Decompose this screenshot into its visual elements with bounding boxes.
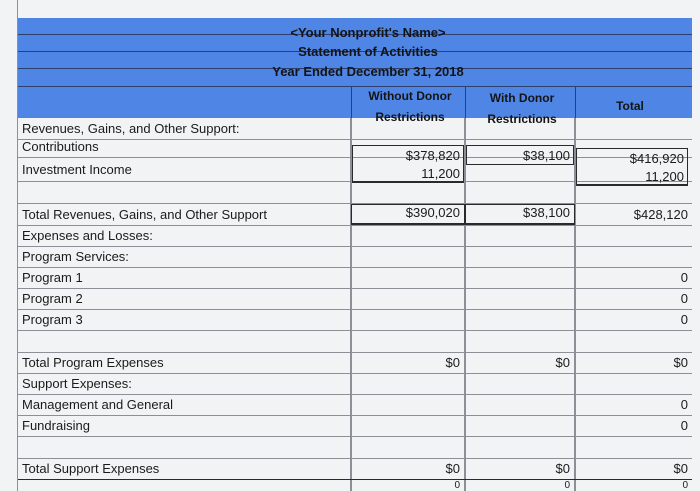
row-total-program <box>18 353 692 374</box>
contrib-with: $38,100 <box>523 148 570 163</box>
contrib-without: $378,820 <box>405 148 460 163</box>
row-blank-3 <box>18 437 692 459</box>
col-header-total: Total <box>616 99 644 113</box>
total-rev-without: $390,020 <box>351 204 465 225</box>
col-header-without: Without Donor Restrictions <box>368 89 452 124</box>
row-cutoff <box>18 480 692 491</box>
without-values-box <box>352 145 464 183</box>
label: Revenues, Gains, and Other Support: <box>18 118 351 139</box>
row-program3 <box>18 310 692 331</box>
row-total-support <box>18 459 692 480</box>
program3-total: 0 <box>680 312 688 327</box>
total-program-total: $0 <box>673 355 688 370</box>
row-fundraising <box>18 416 692 437</box>
label: Program 3 <box>18 310 351 330</box>
total-values-box <box>576 148 688 186</box>
total-support-total: $0 <box>673 461 688 476</box>
row-blank-2 <box>18 331 692 353</box>
row-expenses-header <box>18 226 692 247</box>
label: Program Services: <box>18 247 351 267</box>
program1-total: 0 <box>680 270 688 285</box>
row-program2 <box>18 289 692 310</box>
fundraising-total: 0 <box>680 418 688 433</box>
label: Support Expenses: <box>18 374 351 394</box>
label: Program 2 <box>18 289 351 309</box>
total-program-with: $0 <box>465 353 575 373</box>
row-revenues-header <box>18 118 692 140</box>
contrib-total: $416,920 <box>629 151 684 166</box>
row-mgmt <box>18 395 692 416</box>
row-program1 <box>18 268 692 289</box>
label: Program 1 <box>18 268 351 288</box>
label: Fundraising <box>18 416 351 436</box>
row-total-revenues <box>18 204 692 226</box>
row-blank-1 <box>18 182 692 204</box>
with-values-box <box>466 145 574 165</box>
label: Total Support Expenses <box>18 459 351 479</box>
cutoff-without: 0 <box>351 480 465 491</box>
cutoff-with: 0 <box>465 480 575 491</box>
total-support-with: $0 <box>465 459 575 479</box>
label: Contributions <box>18 140 351 157</box>
label: Total Program Expenses <box>18 353 351 373</box>
row-program-services <box>18 247 692 268</box>
total-rev-with: $38,100 <box>465 204 575 225</box>
invest-without: 11,200 <box>421 166 460 181</box>
label: Investment Income <box>18 158 351 181</box>
total-rev-total: $428,120 <box>633 207 688 222</box>
cutoff-total: 0 <box>682 480 688 491</box>
row-support-expenses <box>18 374 692 395</box>
total-support-without: $0 <box>351 459 465 479</box>
statement-title: Statement of Activities <box>298 44 438 59</box>
label: Management and General <box>18 395 351 415</box>
col-header-with: With Donor Restrictions <box>487 91 557 126</box>
mgmt-total: 0 <box>680 397 688 412</box>
label: Total Revenues, Gains, and Other Support <box>18 204 351 225</box>
total-program-without: $0 <box>351 353 465 373</box>
label: Expenses and Losses: <box>18 226 351 246</box>
statement-period: Year Ended December 31, 2018 <box>272 64 464 79</box>
org-name: <Your Nonprofit's Name> <box>290 25 446 40</box>
program2-total: 0 <box>680 291 688 306</box>
invest-total: 11,200 <box>645 169 684 184</box>
